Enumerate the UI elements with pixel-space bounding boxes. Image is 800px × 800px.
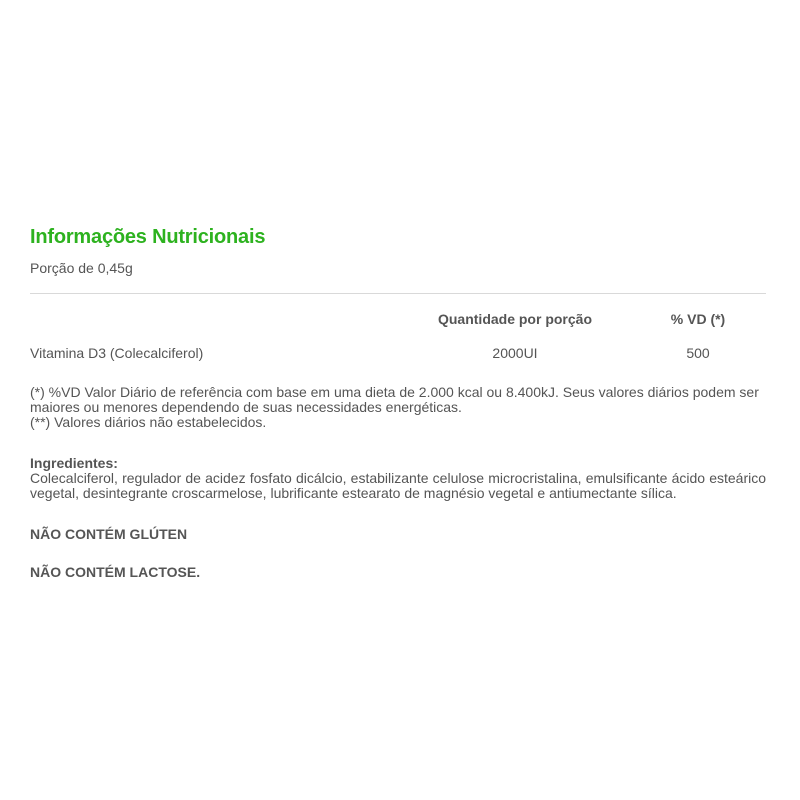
footnote-vd: (*) %VD Valor Diário de referência com base em uma dieta de 2.000 kcal ou 8.400kJ. Seus valores diários podem ser maiores ou menores dependendo de suas necessidades energéticas. [30, 384, 759, 415]
lactose-free-claim: NÃO CONTÉM LACTOSE. [30, 564, 201, 580]
footnote-not-established: (**) Valores diários não estabelecidos. [30, 414, 267, 430]
nutrition-table [30, 311, 766, 363]
table-row [30, 343, 766, 363]
footnotes [30, 385, 766, 430]
divider [30, 293, 766, 294]
column-header-quantity: Quantidade por porção [437, 311, 592, 327]
ingredients-title: Ingredientes: [30, 455, 118, 471]
gluten-free-claim: NÃO CONTÉM GLÚTEN [30, 526, 188, 542]
nutrient-quantity: 2000UI [492, 345, 538, 361]
nutrient-name: Vitamina D3 (Colecalciferol) [30, 345, 204, 361]
column-header-name [30, 311, 400, 343]
nutrition-panel [30, 223, 766, 581]
ingredients-text: Colecalciferol, regulador de acidez fosfato dicálcio, estabilizante celulose microcristalina, emulsificante ácido esteárico vegetal, desintegrante croscarmelose, lubrificante estearato de magnésio vegetal e antiumectante sílica. [30, 470, 766, 501]
nutrition-title: Informações Nutricionais [30, 226, 266, 248]
portion-size: Porção de 0,45g [30, 260, 133, 276]
table-header-row [30, 311, 766, 343]
column-header-vd: % VD (*) [670, 311, 726, 327]
ingredients-section [30, 456, 766, 501]
nutrient-vd: 500 [686, 345, 710, 361]
